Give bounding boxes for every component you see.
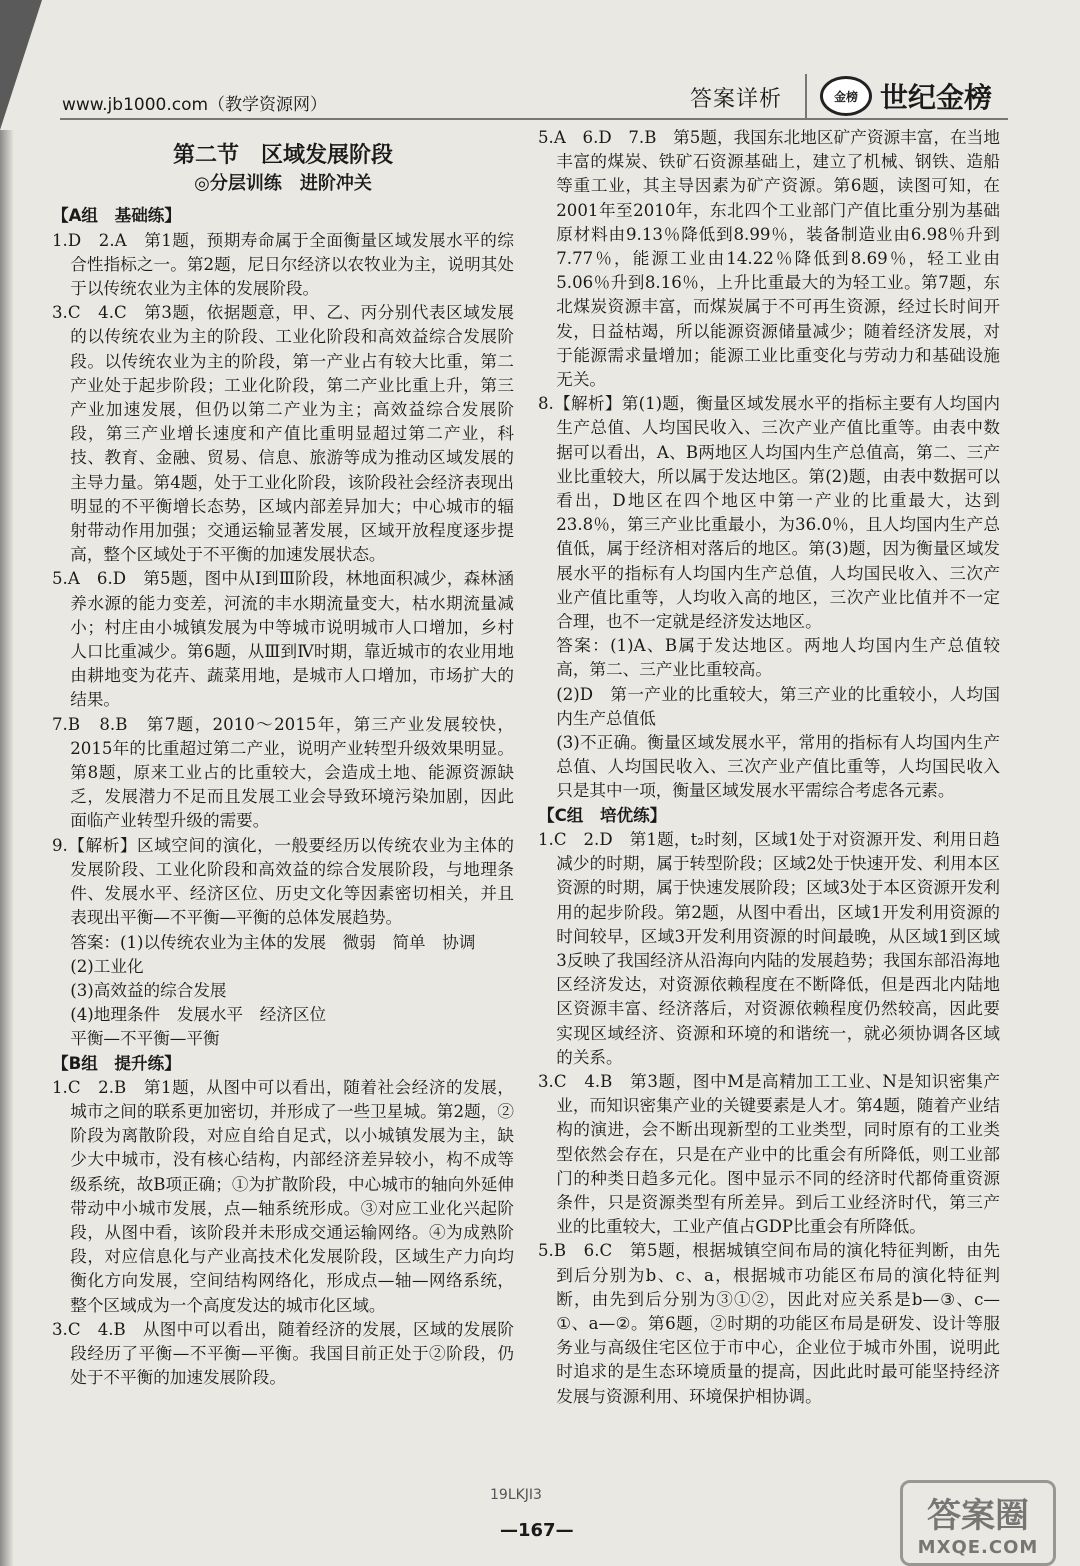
page-binding-shadow [0,130,14,1566]
answer-line: 答案：(1)以传统农业为主体的发展 微弱 简单 协调 [70,932,476,952]
answer-line: (3)高效益的综合发展 [70,980,227,1000]
page-number: —167— [500,1520,574,1541]
answer-line: (2)D 第一产业的比重较大，第三产业的比重较小，人均国内生产总值低 [556,684,1000,728]
header-title: 答案详析 [690,87,783,112]
header-divider [805,74,807,118]
answer-item: 5.B 6.C 第5题，根据城镇空间布局的演化特征判断，由先到后分别为b、c、a，根据城市功能区布局的演化特征判断，由先到后分别为③①②，因此对应关系是b—③、c—①、a—②。第6题，②时期的功能区布局是研发、设计等服务业与高级住宅区位于市中心，企业位于城市外围，说明此时追求的是生态环境质量的提高，因此此时最可能坚持经济发展与资源利用、环境保护相协调。 [538,1241,1000,1406]
answer-item: 5.A 6.D 第5题，图中从Ⅰ到Ⅲ阶段，林地面积减少，森林涵养水源的能力变差，河流的丰水期流量变大，枯水期流量减小；村庄由小城镇发展为中等城市说明城市人口增加，乡村人口比重减少。第6题，从Ⅲ到Ⅳ时期，靠近城市的农业用地由耕地变为花卉、蔬菜用地，是城市人口增加，市场扩大的结果。 [52,569,514,710]
brand-logo-icon [820,76,872,116]
brand-logo-text: 金榜 [833,89,858,104]
answer-item: 8.【解析】第(1)题，衡量区域发展水平的指标主要有人均国内生产总值、人均国民收入、三次产业产值比重等。由表中数据可以看出，A、B两地区人均国内生产总值高，第二、三产业比重较大，所以属于发达地区。第(2)题，由表中数据可以看出，D地区在四个地区中第一产业的比重最大，达到23.8％，第三产业比重最小，为36.0％，且人均国内生产总值低，属于经济相对落后的地区。第(3)题，因为衡量区域发展水平的指标有人均国内生产总值，人均国民收入、三次产业产值比重等，人均收入高的地区，三次产业比值并不一定合理，也不一定就是经济发达地区。 [538,394,1000,632]
header-url: www.jb1000.com（教学资源网） [62,95,328,115]
answer-item: 7.B 8.B 第7题，2010～2015年，第三产业发展较快，2015年的比重超过第二产业，说明产业转型升级效果明显。第8题，原来工业占的比重较大，会造成土地、能源资源缺乏，发展潜力不足而且发展工业会导致环境污染加剧，因此面临产业转型升级的需要。 [52,714,514,831]
exercise-group-heading: 【B组 提升练】 [52,1053,181,1073]
answer-line: (3)不正确。衡量区域发展水平，常用的指标有人均国内生产总值、人均国民收入、三次产业产值比重等，人均国民收入只是其中一项，衡量区域发展水平需综合考虑各元素。 [556,733,1000,801]
left-column [52,126,514,1390]
answer-item: 1.D 2.A 第1题，预期寿命属于全面衡量区域发展水平的综合性指标之一。第2题，尼日尔经济以农牧业为主，说明其处于以传统农业为主体的发展阶段。 [52,230,514,299]
watermark-stamp [900,1480,1056,1566]
header-brand [820,76,992,116]
section-title: 第二节 区域发展阶段 [172,143,393,168]
right-column [538,126,1000,1409]
answer-line: (2)工业化 [70,956,144,976]
answer-item: 5.A 6.D 7.B 第5题，我国东北地区矿产资源丰富，在当地丰富的煤炭、铁矿石资源基础上，建立了机械、钢铁、造船等重工业，其主导因素为矿产资源。第6题，读图可知，在2001年至2010年，东北四个工业部门产值比重分别为基础原材料由9.13％降低到8.99％，装备制造业由6.98％升到7.77％，能源工业由14.22％降低到8.69％，轻工业由5.06％升到8.16％，上升比重最大的为轻工业。第7题，东北煤炭资源丰富，而煤炭属于不可再生资源，经过长时间开发，日益枯竭，所以能源资源储量减少；随着经济发展，对于能源需求量增加；能源工业比重变化与劳动力和基础设施无关。 [538,128,1000,390]
answer-item: 1.C 2.D 第1题，t₂时刻，区域1处于对资源开发、利用日趋减少的时期，属于转型阶段；区域2处于快速开发、利用本区资源的时期，属于快速发展阶段；区域3处于本区资源开发利用的起步阶段。第2题，从图中看出，区域1开发利用资源的时间较早，区域3开发利用资源的时间最晚，从区域1到区域3反映了我国经济从沿海向内陆的发展趋势；我国东部沿海地区经济发达，对资源依赖程度在不断降低，但是西北内陆地区资源丰富、经济落后，对资源依赖程度仍然较高，因此要实现区域经济、资源和环境的和谐统一，就必须协调各区域的关系。 [538,829,1000,1067]
answer-line: 平衡—不平衡—平衡 [70,1029,220,1049]
watermark-url: MXQE.COM [917,1537,1039,1558]
exercise-group-heading: 【C组 培优练】 [538,805,667,825]
watermark-main: 答案圈 [927,1496,1029,1536]
print-code: 19LKJI3 [490,1487,542,1503]
exercise-group-heading: 【A组 基础练】 [52,206,181,226]
answer-item: 3.C 4.B 从图中可以看出，随着经济的发展，区域的发展阶段经历了平衡—不平衡—平衡。我国目前正处于②阶段，仍处于不平衡的加速发展阶段。 [52,1319,514,1388]
brand-name: 世纪金榜 [880,81,993,114]
answer-item: 9.【解析】区域空间的演化，一般要经历以传统农业为主体的发展阶段、工业化阶段和高效益的综合发展阶段，与地理条件、发展水平、经济区位、历史文化等因素密切相关，并且表现出平衡—不平衡—平衡的总体发展趋势。 [52,835,514,928]
section-subtitle: ◎分层训练 进阶冲关 [194,173,372,195]
answer-item: 3.C 4.C 第3题，依据题意，甲、乙、丙分别代表区域发展的以传统农业为主的阶段、工业化阶段和高效益综合发展阶段。以传统农业为主的阶段，第一产业占有较大比重，第二产业处于起步阶段；工业化阶段，第二产业比重上升，第三产业加速发展，但仍以第二产业为主；高效益综合发展阶段，第三产业增长速度和产值比重明显超过第二产业，科技、教育、金融、贸易、信息、旅游等成为推动区域发展的主导力量。第4题，处于工业化阶段，该阶段社会经济表现出明显的不平衡增长态势，区域内部差异加大；中心城市的辐射带动作用加强；交通运输显著发展，区域开放程度逐步提高，整个区域处于不平衡的加速发展状态。 [52,303,514,565]
answer-item: 3.C 4.B 第3题，图中M是高精加工工业、N是知识密集产业，而知识密集产业的关键要素是人才。第4题，随着产业结构的演进，会不断出现新型的工业类型，同时原有的工业类型依然会存在，只是在产业中的比重会有所降低，则工业部门的种类日趋多元化。图中显示不同的经济时代都倚重资源条件，只是资源类型有所差异。到后工业经济时代，第三产业的比重较大，工业产值占GDP比重会有所降低。 [538,1071,1000,1237]
header-rule [60,118,1008,120]
answer-line: (4)地理条件 发展水平 经济区位 [70,1005,327,1025]
answer-line: 答案：(1)A、B属于发达地区。两地人均国内生产总值较高，第二、三产业比重较高。 [556,636,1000,680]
answer-item: 1.C 2.B 第1题，从图中可以看出，随着社会经济的发展，城市之间的联系更加密切，并形成了一些卫星城。第2题，②阶段为离散阶段，对应自给自足式，以小城镇发展为主，缺少大中城市，没有核心结构，内部经济差异较小，构不成等级系统，故B项正确；①为扩散阶段，中心城市的轴向外延伸带动中小城市发展，点—轴系统形成。③对应工业化兴起阶段，从图中看，该阶段并未形成交通运输网络。④为成熟阶段，对应信息化与产业高技术化发展阶段，区域生产力向均衡化方向发展，空间结构网络化，形成点—轴—网络系统，整个区域成为一个高度发达的城市化区域。 [52,1077,514,1315]
page-fold [0,0,42,130]
